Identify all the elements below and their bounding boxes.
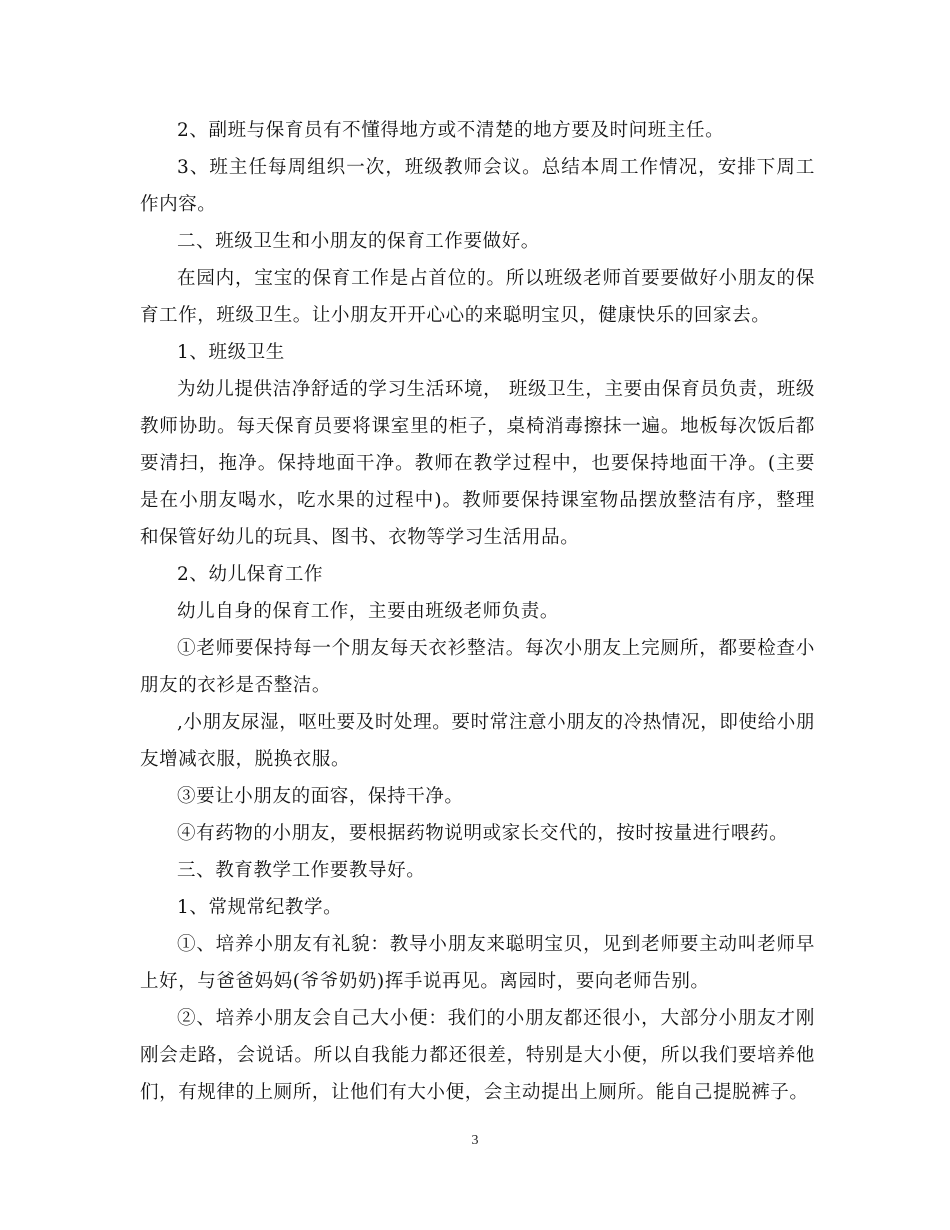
section-heading: 三、教育教学工作要教导好。 bbox=[177, 860, 426, 881]
paragraph: 2、副班与保育员有不懂得地方或不清楚的地方要及时问班主任。 bbox=[177, 120, 725, 141]
paragraph: ①老师要保持每一个朋友每天衣衫整洁。每次小朋友上完厕所，都要检查小朋友的衣衫是否整洁。 bbox=[140, 638, 815, 696]
paragraph: ③要让小朋友的面容，保持干净。 bbox=[177, 786, 464, 807]
paragraph: ,小朋友尿湿，呕吐要及时处理。要时常注意小朋友的冷热情况，即使给小朋友增减衣服，脱换衣服。 bbox=[140, 712, 815, 770]
paragraph: ④有药物的小朋友，要根据药物说明或家长交代的，按时按量进行喂药。 bbox=[177, 823, 789, 844]
page-number: 3 bbox=[471, 1133, 479, 1148]
paragraph: 3、班主任每周组织一次，班级教师会议。总结本周工作情况，安排下周工作内容。 bbox=[140, 157, 815, 215]
section-heading: 二、班级卫生和小朋友的保育工作要做好。 bbox=[177, 231, 540, 252]
document-body bbox=[140, 112, 815, 1111]
paragraph: 为幼儿提供洁净舒适的学习生活环境， 班级卫生，主要由保育员负责，班级教师协助。每天保育员要将课室里的柜子，桌椅消毒擦抹一遍。地板每次饭后都要清扫，拖净。保持地面干净。教师在教学过程中，也要保持地面干净。(主要是在小朋友喝水，吃水果的过程中)。教师要保持课室物品摆放整洁有序，整理和保管好幼儿的玩具、图书、衣物等学习生活用品。 bbox=[140, 379, 815, 548]
subsection-heading: 1、班级卫生 bbox=[177, 342, 285, 363]
paragraph: ①、培养小朋友有礼貌：教导小朋友来聪明宝贝，见到老师要主动叫老师早上好，与爸爸妈妈(爷爷奶奶)挥手说再见。离园时，要向老师告别。 bbox=[140, 934, 815, 992]
paragraph: ②、培养小朋友会自己大小便：我们的小朋友都还很小，大部分小朋友才刚刚会走路，会说话。所以自我能力都还很差，特别是大小便，所以我们要培养他们，有规律的上厕所，让他们有大小便，会主动提出上厕所。能自己提脱裤子。 bbox=[140, 1008, 815, 1103]
paragraph: 幼儿自身的保育工作，主要由班级老师负责。 bbox=[177, 601, 560, 622]
subsection-heading: 2、幼儿保育工作 bbox=[177, 564, 324, 585]
subsection-heading: 1、常规常纪教学。 bbox=[177, 897, 343, 918]
paragraph: 在园内，宝宝的保育工作是占首位的。所以班级老师首要要做好小朋友的保育工作，班级卫生。让小朋友开开心心的来聪明宝贝，健康快乐的回家去。 bbox=[140, 268, 815, 326]
